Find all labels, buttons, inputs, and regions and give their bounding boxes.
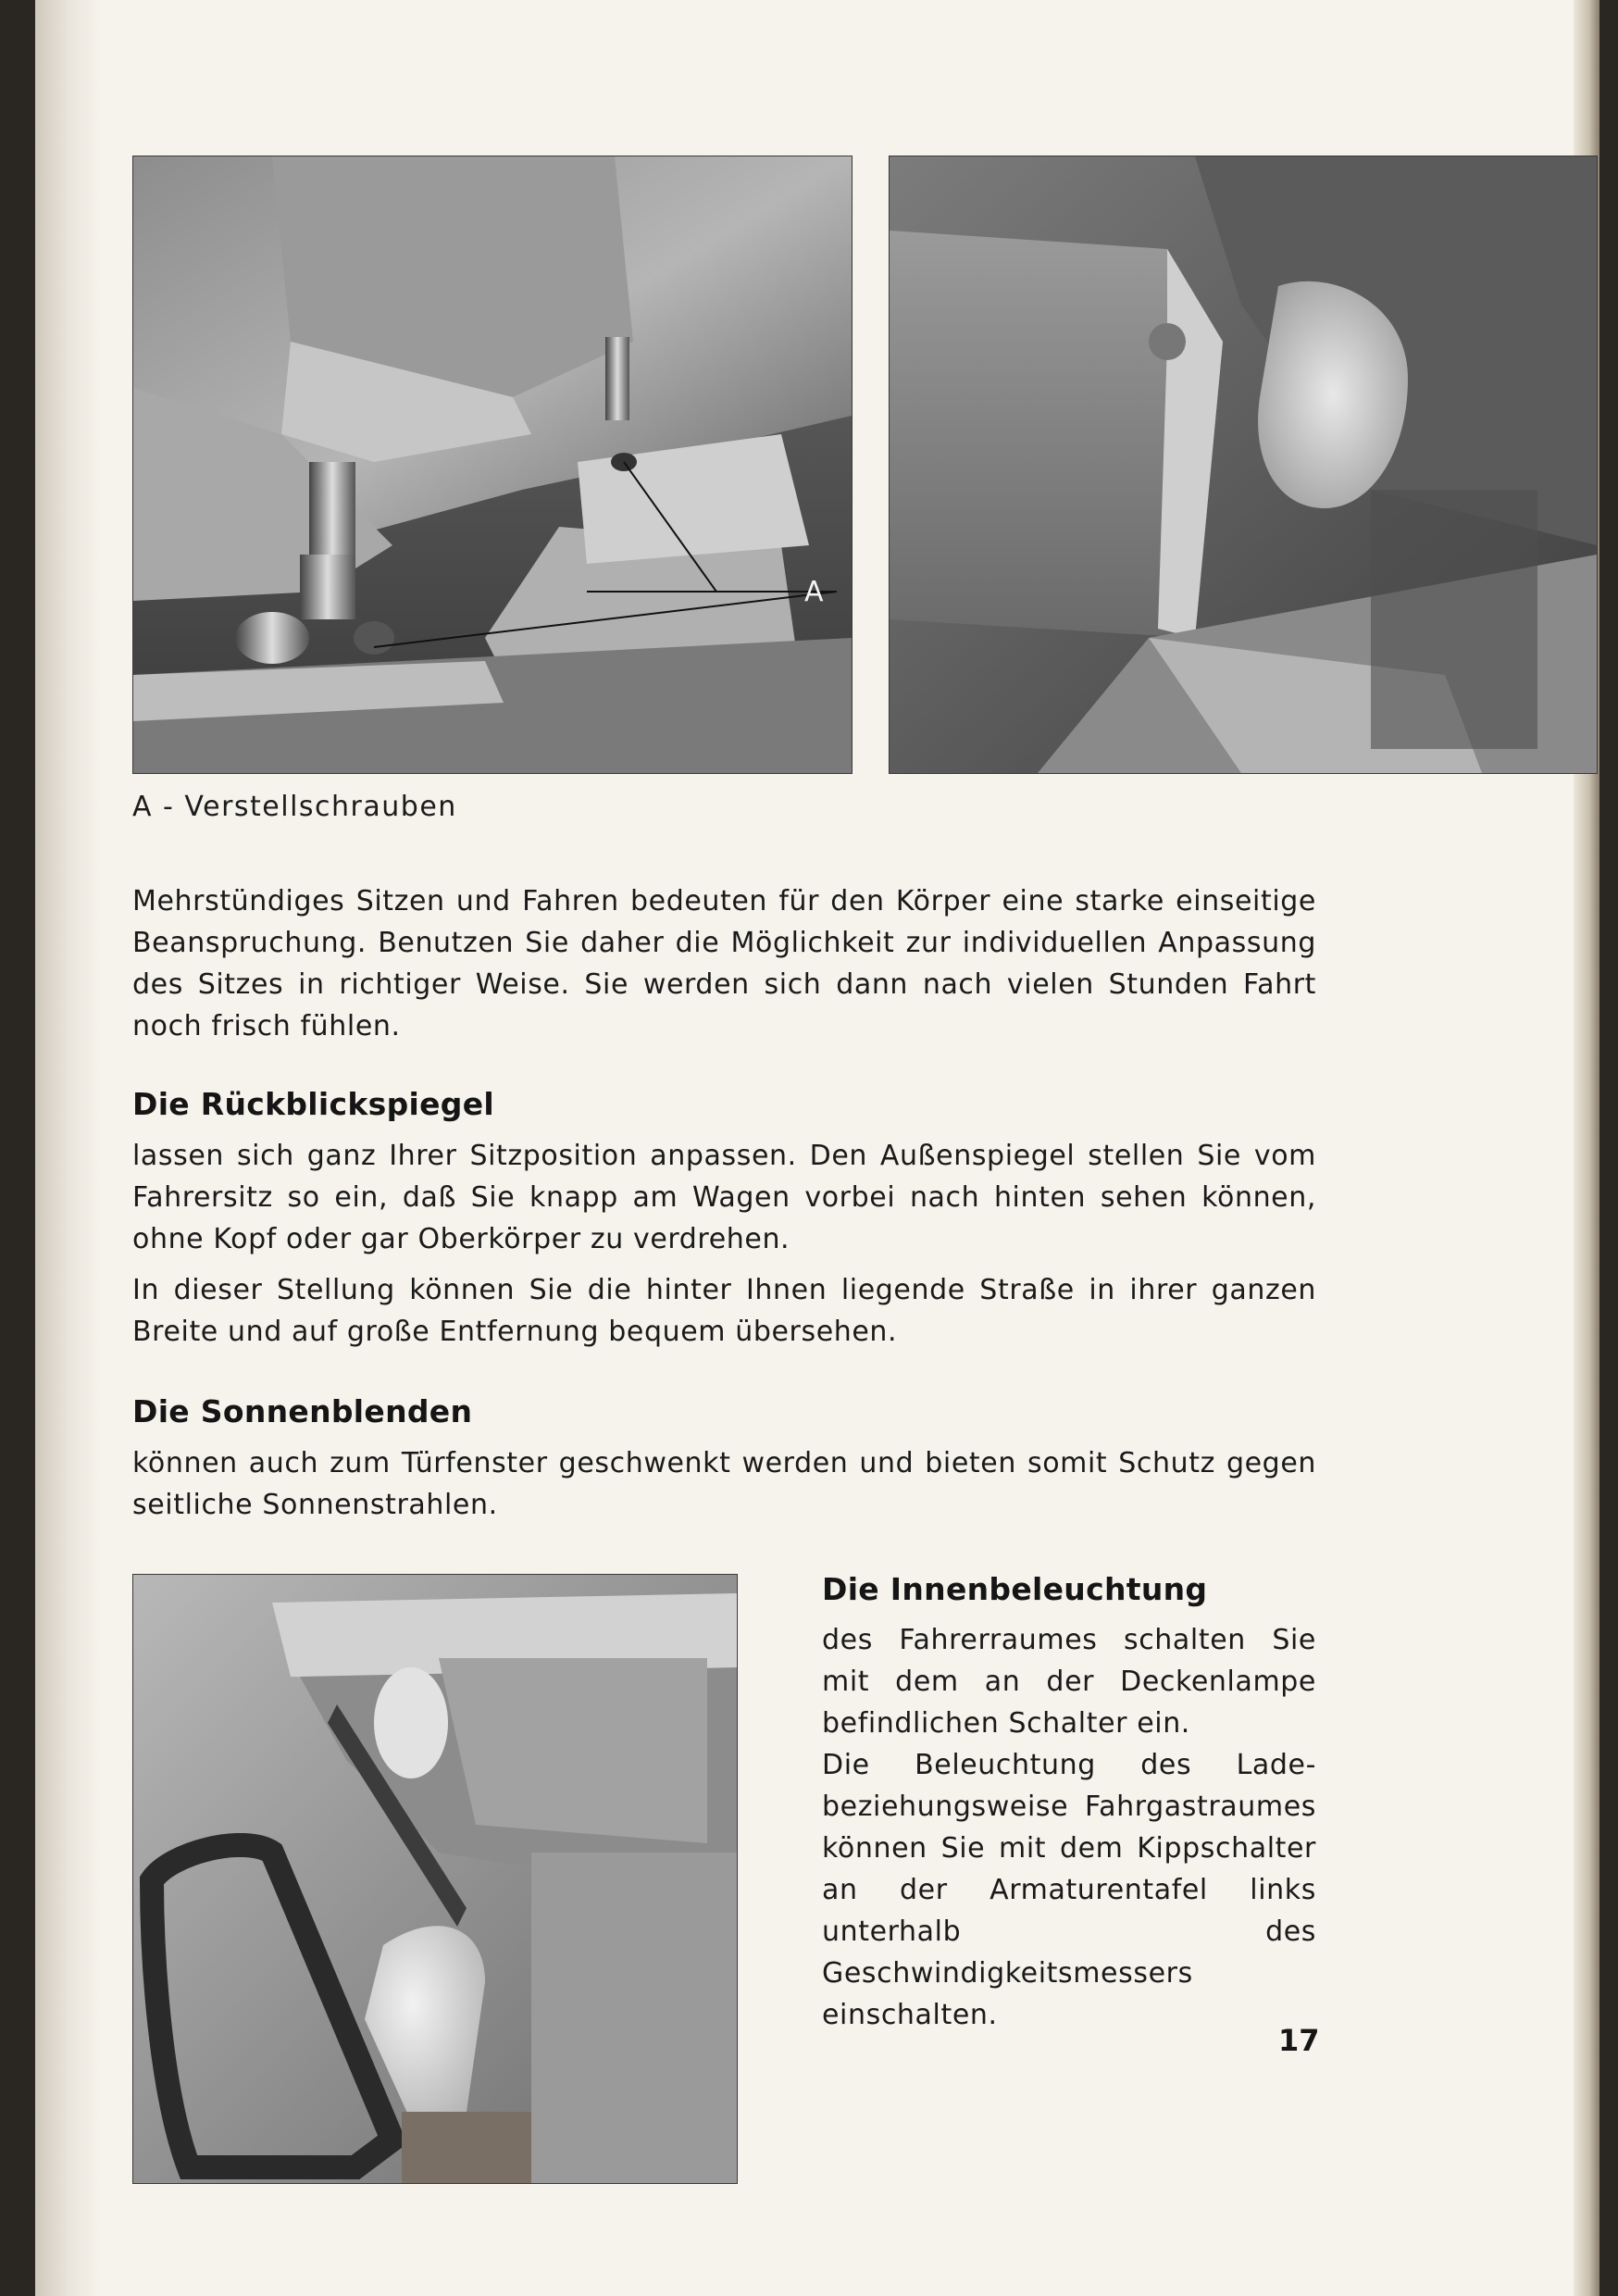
section-heading-mirrors: Die Rückblickspiegel [132,1086,495,1122]
section-heading-interior-light: Die Innenbeleuchtung [822,1571,1208,1607]
page-gutter-shadow [35,0,100,2296]
seat-adjustment-photo [132,156,853,774]
seat-photo-caption: A - Verstellschrauben [132,791,457,823]
section-heading-sun-visors: Die Sonnenblenden [132,1393,473,1429]
callout-label-a: A [804,576,824,608]
page-number: 17 [1278,2023,1320,2058]
mirrors-paragraph-2: In dieser Stellung können Sie die hinter Ihnen liegende Straße in ihrer ganzen Breite und auf große Entfernung bequem übersehen. [132,1274,1316,1348]
seat-hand-photo [889,156,1598,774]
intro-paragraph: Mehrstündiges Sitzen und Fahren bedeuten für den Körper eine starke einseitige Beanspruchung. Benutzen Sie daher die Möglichkeit zur individuellen Anpassung des Sitzes in richtiger Weise. Sie werden sich dann nach vielen Stunden Fahrt noch frisch fühlen. [132,885,1316,1042]
interior-light-paragraph-1: des Fahrerraumes schalten Sie mit dem an der Deckenlampe befindlichen Schalter ein. [822,1624,1316,1740]
sun-visors-paragraph: können auch zum Türfenster geschwenkt werden und bieten somit Schutz gegen seitliche Sonnenstrahlen. [132,1447,1316,1521]
mirrors-paragraph-1: lassen sich ganz Ihrer Sitzposition anpassen. Den Außenspiegel stellen Sie vom Fahrersitz so ein, daß Sie knapp am Wagen vorbei nach hinten sehen können, ohne Kopf oder gar Oberkörper zu verdrehen. [132,1140,1316,1255]
sun-visor-photo [132,1574,738,2184]
interior-light-paragraph-2: Die Beleuchtung des Lade- beziehungsweise Fahrgastraumes können Sie mit dem Kippschalter an der Armaturentafel links unterhalb des Geschwindigkeitsmessers einschalten. [822,1749,1316,2031]
